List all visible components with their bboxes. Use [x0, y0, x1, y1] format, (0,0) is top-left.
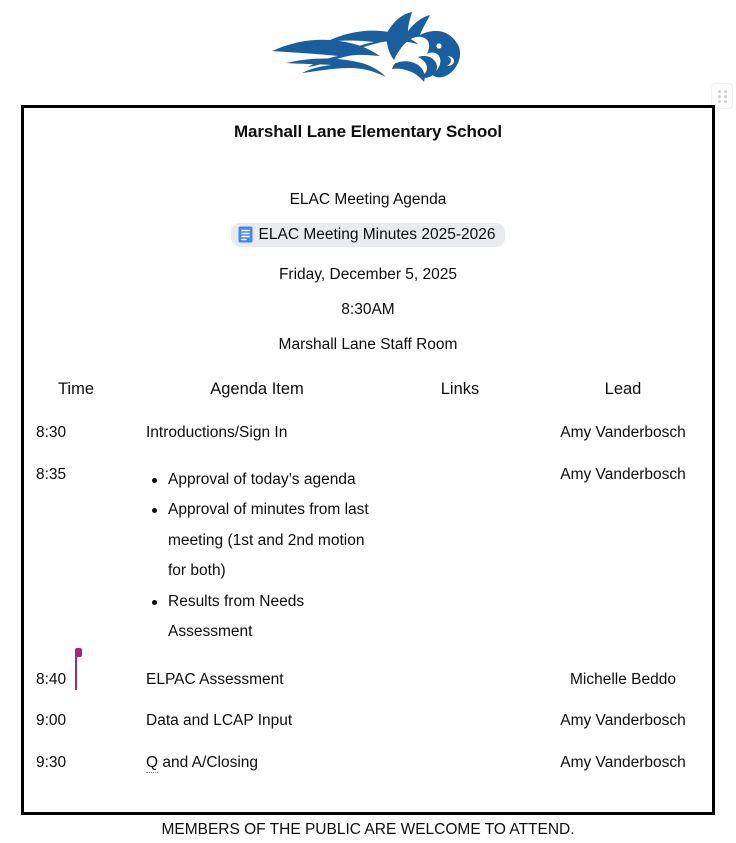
cell-lead[interactable]: Amy Vanderbosch [560, 753, 686, 771]
meeting-date: Friday, December 5, 2025 [278, 266, 458, 284]
table-row [24, 658, 712, 700]
column-header-item: Agenda Item [210, 380, 304, 399]
minutes-link-chip[interactable] [231, 223, 506, 247]
list-item[interactable]: Approval of minutes from last meeting (1st and 2nd motion for both) [168, 495, 380, 587]
cell-time[interactable]: 8:30 [36, 424, 67, 442]
logo-band [0, 0, 736, 97]
cell-item[interactable]: ELPAC Assessment [146, 670, 284, 688]
column-header-links: Links [440, 380, 480, 399]
meeting-time: 8:30AM [341, 301, 395, 319]
page-title: Marshall Lane Elementary School [233, 122, 503, 141]
cell-links[interactable] [386, 658, 534, 700]
agenda-document [21, 105, 715, 815]
table-row [24, 453, 712, 658]
table-row [24, 699, 712, 741]
cell-item[interactable]: Data and LCAP Input [146, 712, 293, 730]
table-header-row [24, 380, 712, 411]
list-item[interactable]: Approval of today’s agenda [168, 465, 380, 496]
google-docs-icon [238, 226, 253, 243]
cell-lead[interactable]: Amy Vanderbosch [560, 424, 686, 442]
cell-item-bullets[interactable] [128, 453, 386, 658]
cell-links[interactable] [386, 453, 534, 658]
cell-time[interactable] [24, 658, 128, 700]
table-row [24, 411, 712, 453]
cell-time[interactable]: 8:35 [36, 465, 67, 483]
cell-item-rest: and A/Closing [158, 753, 259, 771]
mustang-logo [268, 11, 468, 86]
cell-links[interactable] [386, 741, 534, 783]
collaborator-caret [75, 649, 77, 690]
minutes-link-label: ELAC Meeting Minutes 2025-2026 [258, 226, 496, 243]
cell-time-text: 8:40 [36, 670, 67, 688]
cell-links[interactable] [386, 411, 534, 453]
cell-links[interactable] [386, 699, 534, 741]
cell-lead[interactable]: Amy Vanderbosch [560, 465, 686, 483]
cell-time[interactable]: 9:30 [36, 753, 67, 771]
list-item[interactable]: Results from Needs Assessment [168, 587, 380, 648]
cell-lead[interactable]: Michelle Beddo [570, 670, 676, 688]
cell-item[interactable]: Introductions/Sign In [146, 424, 288, 442]
cell-lead[interactable]: Amy Vanderbosch [560, 712, 686, 730]
public-welcome-note: MEMBERS OF THE PUBLIC ARE WELCOME TO ATTEND. [161, 821, 575, 838]
column-header-lead: Lead [604, 380, 642, 399]
table-row [24, 741, 712, 783]
document-body [24, 108, 712, 782]
cell-item[interactable] [128, 741, 386, 783]
minutes-link-row [24, 223, 712, 247]
agenda-bullet-list [146, 465, 380, 648]
agenda-table [24, 380, 712, 782]
dot-grid-icon [718, 90, 727, 103]
column-header-time: Time [57, 380, 95, 399]
meeting-location: Marshall Lane Staff Room [278, 336, 458, 354]
meeting-type: ELAC Meeting Agenda [289, 191, 447, 208]
cell-time[interactable]: 9:00 [36, 712, 67, 730]
spellcheck-word: Q [146, 753, 159, 771]
